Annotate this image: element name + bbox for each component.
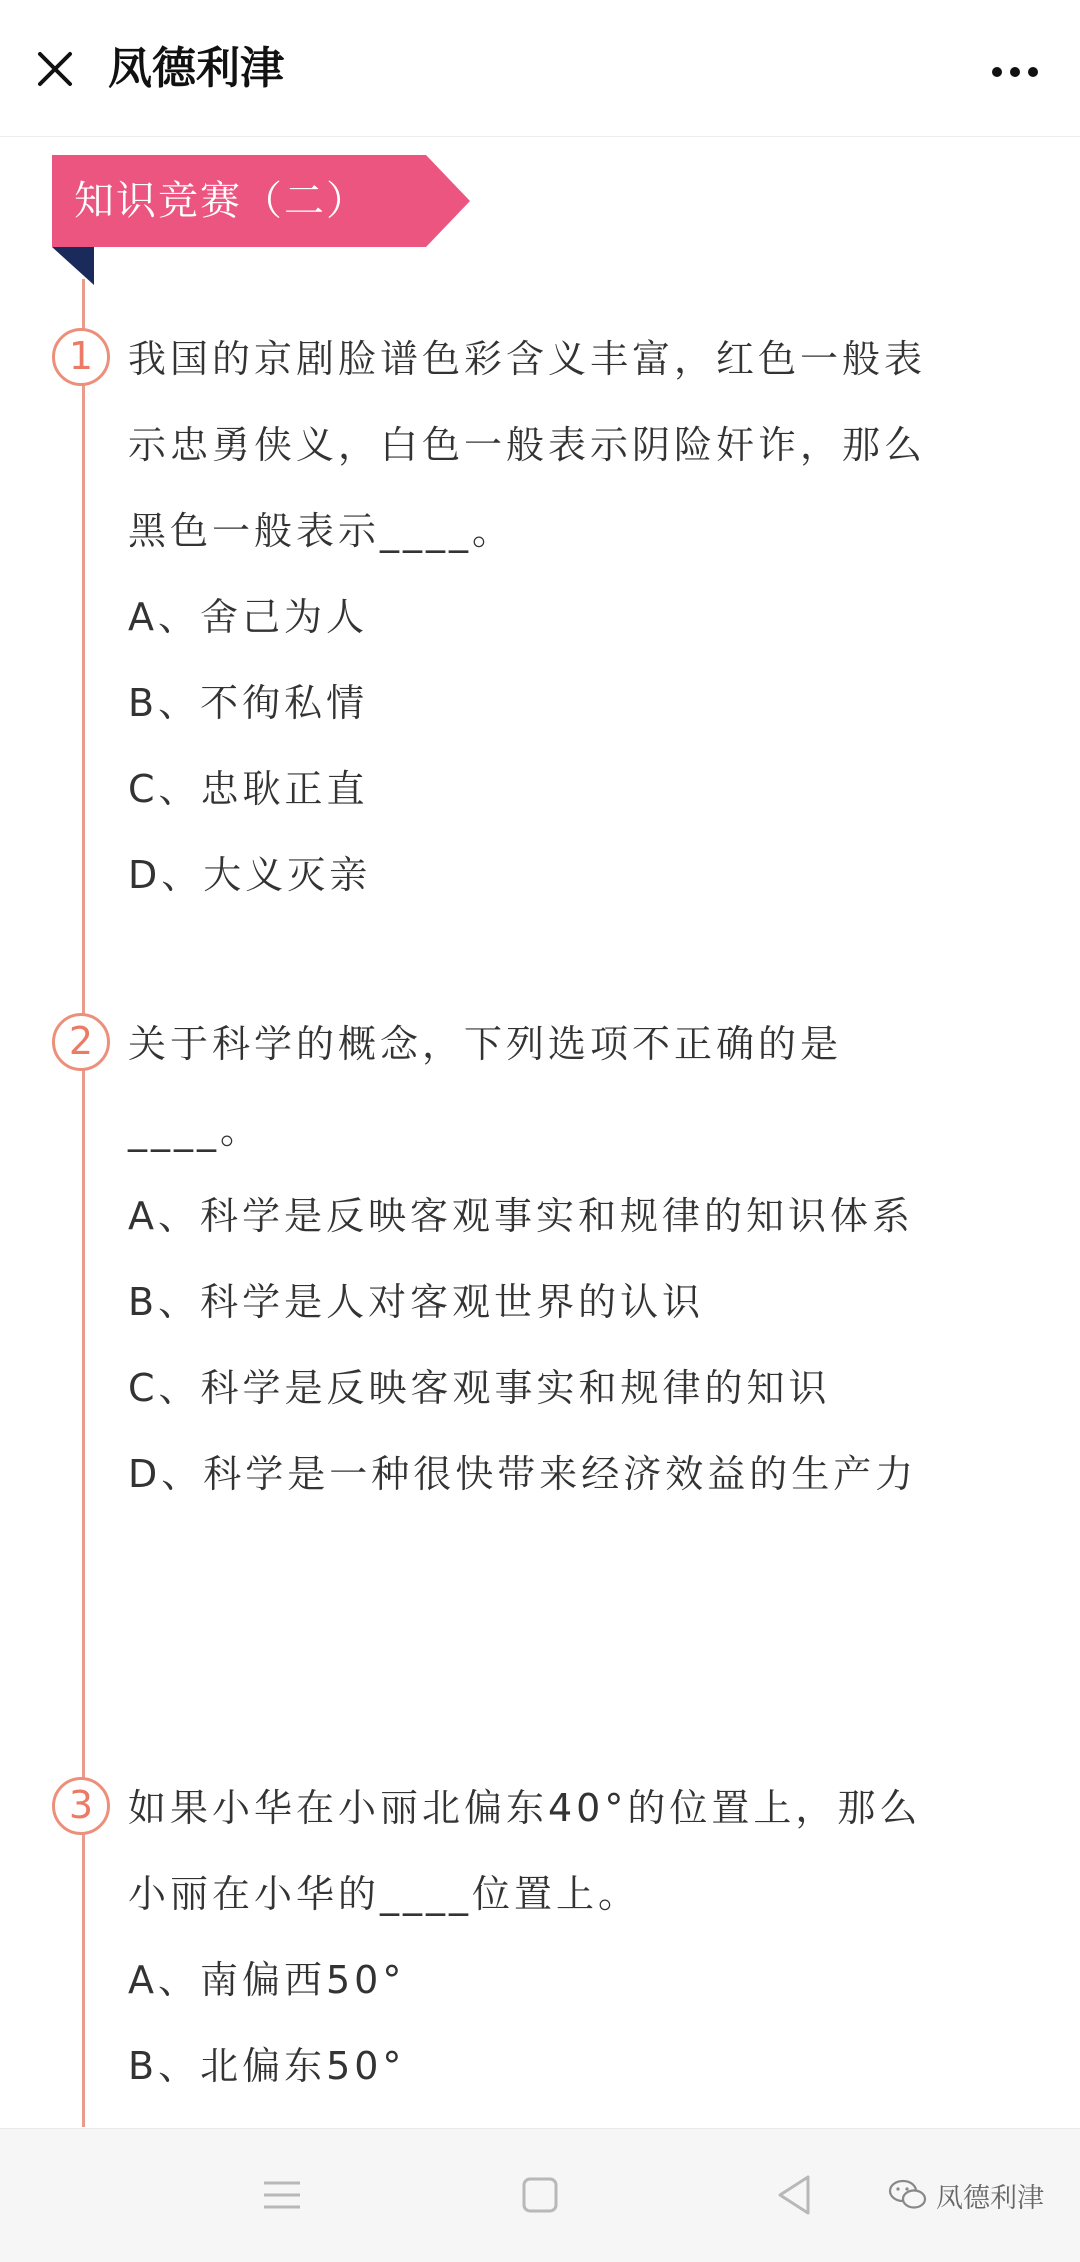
watermark-text: 凤德利津 bbox=[936, 2182, 1044, 2214]
section-banner bbox=[52, 155, 472, 247]
close-button[interactable] bbox=[22, 36, 88, 102]
question-3 bbox=[128, 1765, 928, 2109]
option-a[interactable]: A、南偏西50° bbox=[128, 1958, 406, 2002]
top-bar bbox=[0, 0, 1080, 137]
option-d[interactable]: D、科学是一种很快带来经济效益的生产力 bbox=[128, 1452, 918, 1496]
question-number-1: 1 bbox=[52, 328, 110, 386]
more-dots-icon bbox=[970, 36, 1060, 102]
more-button[interactable] bbox=[970, 36, 1060, 102]
square-icon bbox=[504, 2159, 576, 2231]
watermark bbox=[888, 2173, 1044, 2217]
close-icon bbox=[22, 36, 88, 102]
question-2 bbox=[128, 1001, 928, 1517]
question-number-3: 3 bbox=[52, 1777, 110, 1835]
option-c[interactable]: C、忠耿正直 bbox=[128, 767, 369, 811]
menu-icon bbox=[246, 2159, 318, 2231]
article-content bbox=[0, 137, 1080, 2127]
question-text: 关于科学的概念，下列选项不正确的是____。 bbox=[128, 1022, 843, 1152]
option-c[interactable]: C、科学是反映客观事实和规律的知识 bbox=[128, 1366, 831, 1410]
page-title: 凤德利津 bbox=[108, 43, 284, 94]
bottom-nav-bar bbox=[0, 2128, 1080, 2262]
home-button[interactable] bbox=[504, 2159, 576, 2231]
back-button[interactable] bbox=[760, 2159, 832, 2231]
timeline-line bbox=[82, 279, 85, 2127]
question-text: 如果小华在小丽北偏东40°的位置上，那么小丽在小华的____位置上。 bbox=[128, 1786, 922, 1916]
back-triangle-icon bbox=[760, 2159, 832, 2231]
option-d[interactable]: D、大义灭亲 bbox=[128, 853, 372, 897]
question-number-2: 2 bbox=[52, 1013, 110, 1071]
question-text: 我国的京剧脸谱色彩含义丰富，红色一般表示忠勇侠义，白色一般表示阴险奸诈，那么黑色一般表示____。 bbox=[128, 337, 927, 553]
option-b[interactable]: B、北偏东50° bbox=[128, 2044, 406, 2088]
section-title: 知识竞赛（二） bbox=[74, 178, 368, 224]
option-b[interactable]: B、不徇私情 bbox=[128, 681, 369, 725]
menu-button[interactable] bbox=[246, 2159, 318, 2231]
option-a[interactable]: A、舍己为人 bbox=[128, 595, 368, 639]
option-b[interactable]: B、科学是人对客观世界的认识 bbox=[128, 1280, 705, 1324]
option-a[interactable]: A、科学是反映客观事实和规律的知识体系 bbox=[128, 1194, 914, 1238]
wechat-icon bbox=[888, 2178, 928, 2212]
question-1 bbox=[128, 316, 928, 918]
